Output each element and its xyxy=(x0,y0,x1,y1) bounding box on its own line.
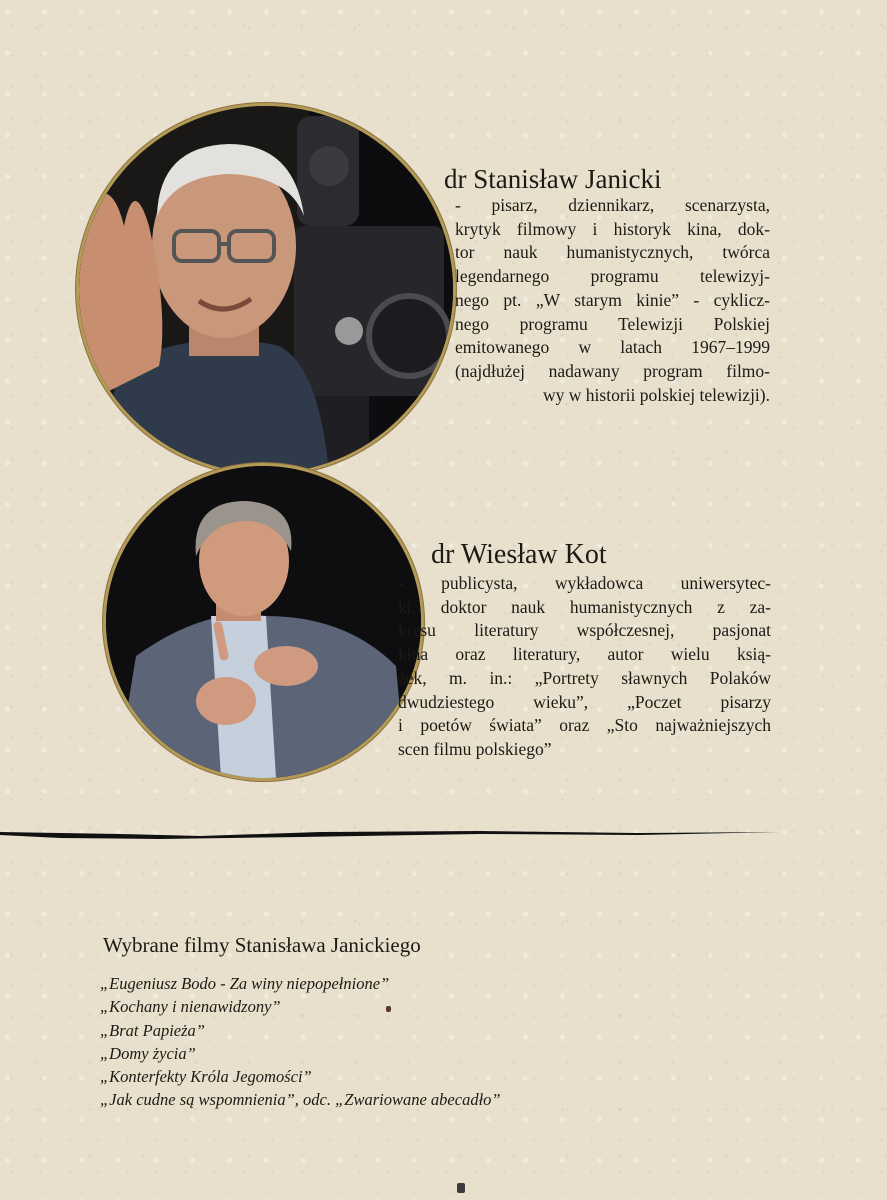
bio-line: legendarnego programu telewizyj- xyxy=(455,266,770,287)
paper-speck xyxy=(457,1183,465,1193)
bio-line: emitowanego w latach 1967–1999 xyxy=(455,337,770,358)
bio-line: - pisarz, dziennikarz, scenarzysta, xyxy=(455,195,770,215)
person-name-janicki: dr Stanisław Janicki xyxy=(444,164,662,194)
ink-divider xyxy=(0,826,780,842)
bio-line: wy w historii polskiej telewizji). xyxy=(543,384,770,405)
film-item: „Brat Papieża” xyxy=(100,1020,205,1040)
person-name-kot: dr Wiesław Kot xyxy=(431,539,607,570)
bio-line: i poetów świata” oraz „Sto najważniejszych xyxy=(398,715,771,736)
bio-line: kina oraz literatury, autor wielu ksią- xyxy=(398,644,771,665)
bio-line: krytyk filmowy i historyk kina, dok- xyxy=(455,218,770,239)
bio-line: (najdłużej nadawany program filmo- xyxy=(455,360,770,381)
portrait-kot xyxy=(103,463,424,781)
bio-line: tor nauk humanistycznych, twórca xyxy=(455,242,770,263)
film-item: „Domy życia” xyxy=(100,1043,196,1063)
bio-line: nego pt. „W starym kinie” - cyklicz- xyxy=(455,289,770,310)
bio-line: nego programu Telewizji Polskiej xyxy=(455,313,770,334)
film-item: „Konterfekty Króla Jegomości” xyxy=(100,1067,312,1087)
portrait-janicki xyxy=(76,103,456,476)
films-heading: Wybrane filmy Stanisława Janickiego xyxy=(103,933,421,957)
paper-speck xyxy=(386,1006,391,1012)
bio-kot xyxy=(398,572,771,762)
bio-line: dwudziestego wieku”, „Poczet pisarzy xyxy=(398,691,771,712)
bio-line: scen filmu polskiego” xyxy=(398,738,552,759)
films-list xyxy=(100,972,501,1112)
bio-line: ki, doktor nauk humanistycznych z za- xyxy=(398,596,771,617)
bio-line: - publicysta, wykładowca uniwersytec- xyxy=(398,573,771,593)
bio-janicki xyxy=(455,194,770,407)
film-item: „Jak cudne są wspomnienia”, odc. „Zwariowane abecadło” xyxy=(100,1090,501,1110)
bio-line: żek, m. in.: „Portrety sławnych Polaków xyxy=(398,667,771,688)
film-item: „Kochany i nienawidzony” xyxy=(100,997,281,1017)
film-item: „Eugeniusz Bodo - Za winy niepopełnione” xyxy=(100,974,390,993)
bio-line: kresu literatury współczesnej, pasjonat xyxy=(398,620,771,641)
